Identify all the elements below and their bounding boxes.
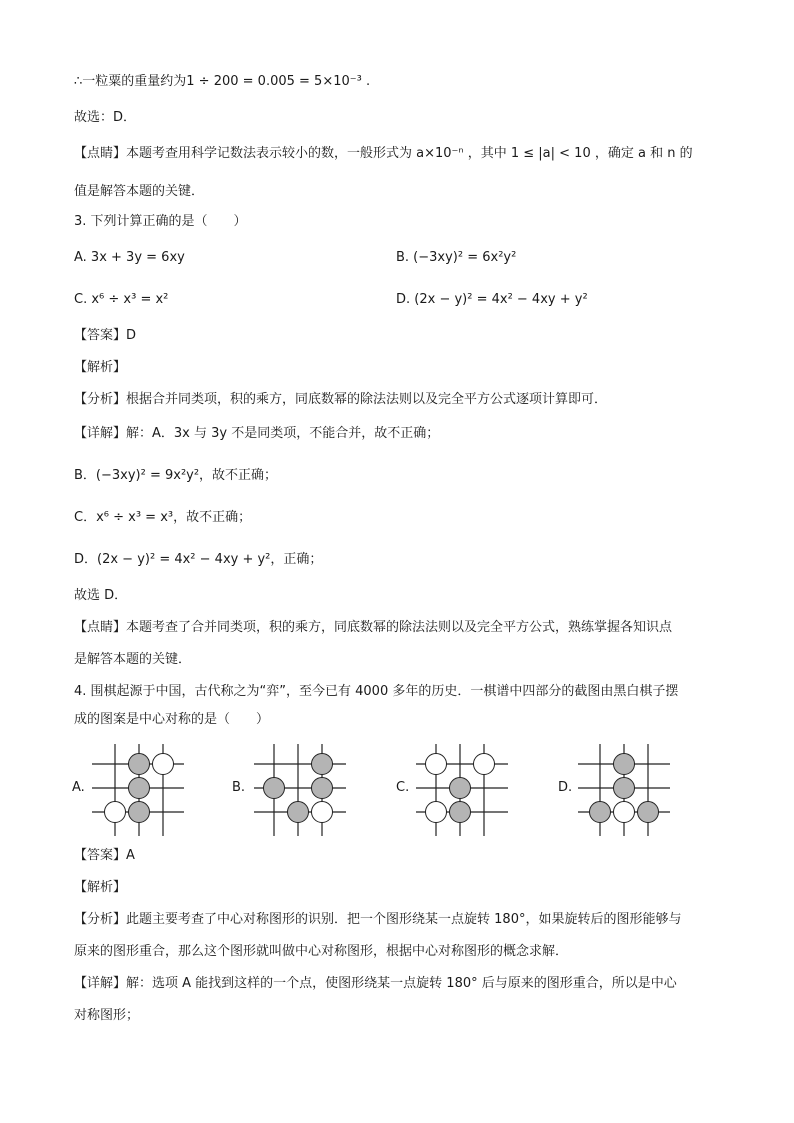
q3-detail-a: [74, 424, 439, 444]
go-figure-a: [92, 744, 184, 836]
q4-detail-cont: 对称图形；: [74, 1008, 140, 1023]
q3-option-a: A. 3x + 3y = 6xy: [74, 250, 185, 265]
gray-stone: [450, 778, 471, 799]
q3-answer: [74, 326, 136, 346]
q3-comment-cont: 是解答本题的关键．: [74, 652, 192, 667]
q3-choose: 故选 D．: [74, 588, 128, 603]
fenxi-text: 此题主要考查了中心对称图形的识别．把一个图形绕某一点旋转 180°，如果旋转后的图形能够与: [126, 912, 682, 927]
white-stone: [153, 754, 174, 775]
fenxi-tag: 【分析】: [74, 392, 127, 407]
q4-figure-label-c: C.: [396, 780, 410, 795]
q4-fenxi: [74, 910, 681, 930]
white-stone: [474, 754, 495, 775]
white-stone: [426, 802, 447, 823]
white-stone: [426, 754, 447, 775]
q4-detail: [74, 974, 677, 994]
q3-analysis-tag: 【解析】: [74, 360, 127, 375]
q4-figure-label-d: D.: [558, 780, 573, 795]
q4-figure-label-b: B.: [232, 780, 246, 795]
gray-stone: [129, 802, 150, 823]
intro-comment: [74, 144, 693, 164]
go-figure-c: [416, 744, 508, 836]
answer-value: A: [126, 848, 135, 863]
q3-detail-c: C．x⁶ ÷ x³ = x³，故不正确；: [74, 510, 252, 525]
fenxi-tag: 【分析】: [74, 912, 127, 927]
detail-tag: 【详解】: [74, 976, 127, 991]
q4-stem-1: 4. 围棋起源于中国，古代称之为“弈”，至今已有 4000 多年的历史．一棋谱中四部分的截图由黑白棋子摆: [74, 684, 679, 699]
comment-text: 本题考查用科学记数法表示较小的数，一般形式为 a×10⁻ⁿ ，其中 1 ≤ |a| < 10 ，确定 a 和 n 的: [126, 146, 693, 161]
fenxi-text: 根据合并同类项，积的乘方，同底数幂的除法法则以及完全平方公式逐项计算即可．: [126, 392, 608, 407]
q4-answer: [74, 846, 135, 866]
q3-stem: 3. 下列计算正确的是（ ）: [74, 214, 247, 229]
comment-text: 本题考查了合并同类项，积的乘方，同底数幂的除法法则以及完全平方公式，熟练掌握各知识点: [126, 620, 673, 635]
gray-stone: [288, 802, 309, 823]
intro-comment-cont: 值是解答本题的关键．: [74, 184, 205, 199]
gray-stone: [129, 778, 150, 799]
go-figure-d: [578, 744, 670, 836]
q3-fenxi: [74, 390, 607, 410]
answer-tag: 【答案】: [74, 848, 127, 863]
q3-comment: [74, 618, 672, 638]
q3-detail-d: D．(2x − y)² = 4x² − 4xy + y²，正确；: [74, 552, 323, 567]
q3-option-c: C. x⁶ ÷ x³ = x²: [74, 292, 169, 307]
white-stone: [614, 802, 635, 823]
gray-stone: [450, 802, 471, 823]
answer-tag: 【答案】: [74, 328, 127, 343]
q3-option-d: D. (2x − y)² = 4x² − 4xy + y²: [396, 292, 588, 307]
q4-stem-2: 成的图案是中心对称的是（ ）: [74, 712, 270, 727]
gray-stone: [638, 802, 659, 823]
detail-tag: 【详解】: [74, 426, 127, 441]
q4-analysis-tag: 【解析】: [74, 880, 127, 895]
gray-stone: [312, 754, 333, 775]
intro-line-1: ∴一粒粟的重量约为1 ÷ 200 = 0.005 = 5×10⁻³ .: [74, 74, 371, 89]
q4-figure-label-a: A.: [72, 780, 85, 795]
gray-stone: [129, 754, 150, 775]
white-stone: [312, 802, 333, 823]
comment-tag: 【点睛】: [74, 146, 127, 161]
comment-tag: 【点睛】: [74, 620, 127, 635]
intro-line-2: 故选：D．: [74, 110, 137, 125]
white-stone: [105, 802, 126, 823]
gray-stone: [264, 778, 285, 799]
q4-fenxi-cont: 原来的图形重合，那么这个图形就叫做中心对称图形，根据中心对称图形的概念求解．: [74, 944, 569, 959]
gray-stone: [614, 778, 635, 799]
detail-a-text: 解：A．3x 与 3y 不是同类项，不能合并，故不正确；: [126, 426, 440, 441]
go-figure-b: [254, 744, 346, 836]
answer-value: D: [126, 328, 137, 343]
q3-detail-b: B．(−3xy)² = 9x²y²，故不正确；: [74, 468, 278, 483]
gray-stone: [614, 754, 635, 775]
gray-stone: [312, 778, 333, 799]
gray-stone: [590, 802, 611, 823]
q3-option-b: B. (−3xy)² = 6x²y²: [396, 250, 517, 265]
detail-text: 解：选项 A 能找到这样的一个点，使图形绕某一点旋转 180° 后与原来的图形重合，所以是中心: [126, 976, 677, 991]
